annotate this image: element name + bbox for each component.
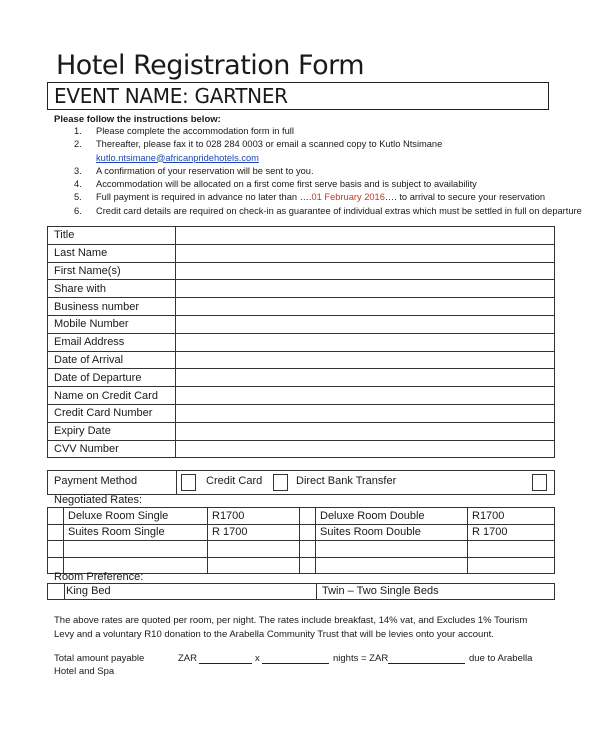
table-row [48, 351, 555, 369]
instruction-item: 4. Accommodation will be allocated on a first come first serve basis and is subject to availability [74, 179, 477, 190]
price-cell[interactable] [468, 541, 555, 558]
room-type-cell: Deluxe Room Double [316, 508, 468, 525]
field-label: Last Name [48, 244, 176, 262]
event-name: EVENT NAME: GARTNER [54, 84, 288, 108]
field-input[interactable] [176, 387, 555, 405]
zar-label: ZAR [178, 653, 197, 664]
room-type-cell: Suites Room Single [64, 524, 208, 541]
instruction-item: 1. Please complete the accommodation form in full [74, 126, 294, 136]
field-input[interactable] [176, 351, 555, 369]
field-input[interactable] [176, 440, 555, 458]
table-row [48, 387, 555, 405]
table-row [48, 227, 555, 245]
total-label: Total amount payable [54, 653, 145, 664]
event-name-box [47, 82, 549, 110]
rate-checkbox[interactable] [48, 541, 64, 558]
field-input[interactable] [176, 262, 555, 280]
field-input[interactable] [176, 422, 555, 440]
rate-amount-field[interactable] [199, 663, 252, 664]
room-type-cell[interactable] [316, 541, 468, 558]
field-label: CVV Number [48, 440, 176, 458]
room-type-cell[interactable] [316, 557, 468, 574]
field-label: Email Address [48, 333, 176, 351]
twin-beds-option[interactable]: Twin – Two Single Beds [322, 585, 439, 597]
form-title: Hotel Registration Form [56, 50, 365, 81]
bank-transfer-checkbox[interactable] [273, 474, 288, 491]
rate-checkbox[interactable] [300, 557, 316, 574]
price-cell: R 1700 [208, 524, 300, 541]
field-input[interactable] [176, 315, 555, 333]
table-row [48, 280, 555, 298]
instruction-item: 2. Thereafter, please fax it to 028 284 0003 or email a scanned copy to Kutlo Ntsimane [74, 139, 443, 150]
price-cell: R1700 [208, 508, 300, 525]
table-row [48, 404, 555, 422]
price-cell[interactable] [468, 557, 555, 574]
instruction-item [54, 152, 590, 165]
field-input[interactable] [176, 404, 555, 422]
field-input[interactable] [176, 298, 555, 316]
table-row [48, 315, 555, 333]
field-label: Share with [48, 280, 176, 298]
instruction-item: 5. Full payment is required in advance no later than ….01 February 2016…. to arrival to secure your reservation [74, 192, 546, 203]
room-type-cell: Suites Room Double [316, 524, 468, 541]
room-preference-label: Room Preference: [54, 571, 144, 583]
nights-label: nights = ZAR [333, 653, 389, 664]
price-cell[interactable] [208, 557, 300, 574]
table-row [48, 333, 555, 351]
room-type-cell[interactable] [64, 541, 208, 558]
table-row [48, 422, 555, 440]
field-label: Business number [48, 298, 176, 316]
payment-method-row [47, 470, 555, 495]
field-label: Expiry Date [48, 422, 176, 440]
field-label: Mobile Number [48, 315, 176, 333]
rate-checkbox[interactable] [48, 508, 64, 525]
field-label: Name on Credit Card [48, 387, 176, 405]
room-type-cell: Deluxe Room Single [64, 508, 208, 525]
nights-field[interactable] [262, 663, 329, 664]
field-label: Date of Departure [48, 369, 176, 387]
table-row [48, 524, 555, 541]
total-label-line2: Hotel and Spa [54, 666, 115, 677]
rate-checkbox[interactable] [48, 524, 64, 541]
field-input[interactable] [176, 280, 555, 298]
instructions-list [54, 125, 590, 218]
bank-transfer-option: Direct Bank Transfer [296, 475, 397, 487]
price-cell[interactable] [208, 541, 300, 558]
price-cell: R 1700 [468, 524, 555, 541]
rate-checkbox[interactable] [300, 524, 316, 541]
table-row [48, 369, 555, 387]
table-row [48, 244, 555, 262]
field-label: Title [48, 227, 176, 245]
field-input[interactable] [176, 333, 555, 351]
field-input[interactable] [176, 227, 555, 245]
payment-deadline: 01 February 2016 [311, 192, 385, 203]
total-amount-field[interactable] [388, 663, 465, 664]
due-label: due to Arabella [469, 653, 533, 664]
table-row [48, 298, 555, 316]
table-row [48, 508, 555, 525]
field-label: Date of Arrival [48, 351, 176, 369]
credit-card-option: Credit Card [206, 475, 263, 487]
rate-checkbox[interactable] [300, 541, 316, 558]
multiply-sign: x [255, 653, 260, 664]
field-input[interactable] [176, 369, 555, 387]
divider [176, 471, 177, 494]
price-cell: R1700 [468, 508, 555, 525]
king-bed-option[interactable]: King Bed [66, 585, 111, 597]
table-row [48, 262, 555, 280]
instructions-heading: Please follow the instructions below: [54, 114, 221, 125]
rates-note: The above rates are quoted per room, per night. The rates include breakfast, 14% vat, and Excludes 1% Tourism Levy and a voluntary R10 donation to the Arabella Community Trust that will be levies onto your account. [54, 615, 528, 640]
instruction-item: 6. Credit card details are required on check-in as guarantee of individual extras which must be settled in full on departure [74, 205, 582, 216]
registration-fields-table [47, 226, 555, 458]
table-row [48, 440, 555, 458]
payment-method-label: Payment Method [54, 475, 138, 487]
email-link[interactable]: kutlo.ntsimane@africanpridehotels.com [96, 152, 259, 163]
negotiated-rates-label: Negotiated Rates: [54, 494, 143, 506]
rate-checkbox[interactable] [300, 508, 316, 525]
instruction-item: 3. A confirmation of your reservation will be sent to you. [74, 165, 314, 176]
field-label: Credit Card Number [48, 404, 176, 422]
negotiated-rates-table [47, 507, 555, 574]
payment-end-box[interactable] [532, 474, 547, 491]
table-row [48, 541, 555, 558]
field-input[interactable] [176, 244, 555, 262]
divider [316, 584, 317, 599]
field-label: First Name(s) [48, 262, 176, 280]
divider [64, 584, 65, 599]
room-preference-row [47, 583, 555, 600]
credit-card-checkbox[interactable] [181, 474, 196, 491]
